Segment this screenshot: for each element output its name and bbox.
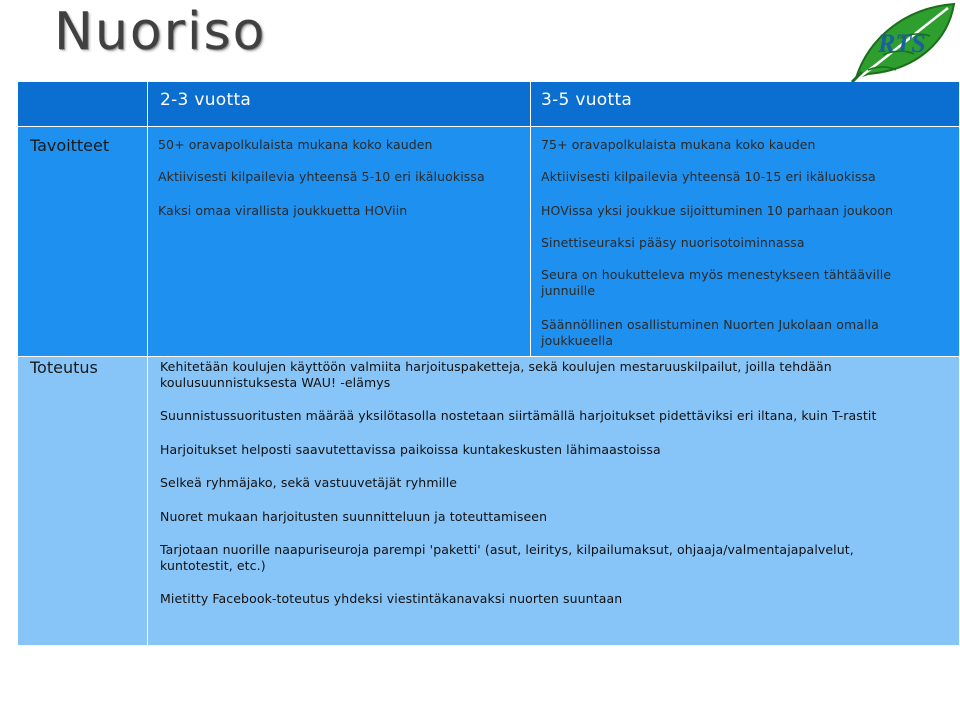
header-3-5-years xyxy=(530,82,959,126)
row-label: Toteutus xyxy=(30,358,98,377)
page-title: Nuoriso xyxy=(54,2,267,62)
header-label: 2-3 vuotta xyxy=(160,90,252,110)
leaf-logo-icon xyxy=(848,0,958,84)
implementation-item: Nuoret mukaan harjoitusten suunnitteluun ja toteuttamiseen xyxy=(160,509,548,524)
goal-item: HOVissa yksi joukkue sijoittuminen 10 parhaan joukoon xyxy=(541,203,894,218)
goals-3-5-years xyxy=(530,126,959,356)
implementation-item: Tarjotaan nuorille naapuriseuroja parempi 'paketti' (asut, leiritys, kilpailumaksut, ohjaaja/valmentajapalvelut, kuntotestit, etc.) xyxy=(160,542,854,573)
goal-item: Aktiivisesti kilpailevia yhteensä 5-10 eri ikäluokissa xyxy=(158,169,485,184)
implementation-item: Suunnistussuoritusten määrää yksilötasolla nostetaan siirtämällä harjoitukset pidettäviksi eri iltana, kuin T-rastit xyxy=(160,408,877,423)
header-empty-cell xyxy=(18,82,147,126)
goal-item: Aktiivisesti kilpailevia yhteensä 10-15 eri ikäluokissa xyxy=(541,169,876,184)
implementation-item: Harjoitukset helposti saavutettavissa paikoissa kuntakeskusten lähimaastoissa xyxy=(160,442,661,457)
goals-table xyxy=(18,82,959,645)
implementation-item: Kehitetään koulujen käyttöön valmiita harjoituspaketteja, sekä koulujen mestaruuskilpailut, joilla tehdään koulusuunnistuksesta WAU! -elämys xyxy=(160,359,832,390)
goal-item: 75+ oravapolkulaista mukana koko kauden xyxy=(541,137,816,152)
row-label-toteutus xyxy=(18,356,147,645)
implementation-item: Selkeä ryhmäjako, sekä vastuuvetäjät ryhmille xyxy=(160,475,458,490)
row-label-tavoitteet xyxy=(18,126,147,356)
implementation-list xyxy=(147,356,959,645)
header-label: 3-5 vuotta xyxy=(541,90,633,110)
goal-item: 50+ oravapolkulaista mukana koko kauden xyxy=(158,137,433,152)
header-2-3-years xyxy=(147,82,530,126)
goal-item: Kaksi omaa virallista joukkuetta HOViin xyxy=(158,203,408,218)
goal-item: Sinettiseuraksi pääsy nuorisotoiminnassa xyxy=(541,235,805,250)
goal-item: Säännöllinen osallistuminen Nuorten Jukolaan omalla joukkueella xyxy=(541,317,879,348)
goal-item: Seura on houkutteleva myös menestykseen tähtääville junnuille xyxy=(541,267,892,298)
goals-2-3-years xyxy=(147,126,530,356)
implementation-item: Mietitty Facebook-toteutus yhdeksi viestintäkanavaksi nuorten suuntaan xyxy=(160,591,623,606)
club-logo xyxy=(848,0,958,84)
logo-text: RTS xyxy=(878,29,926,58)
row-label: Tavoitteet xyxy=(30,136,110,155)
